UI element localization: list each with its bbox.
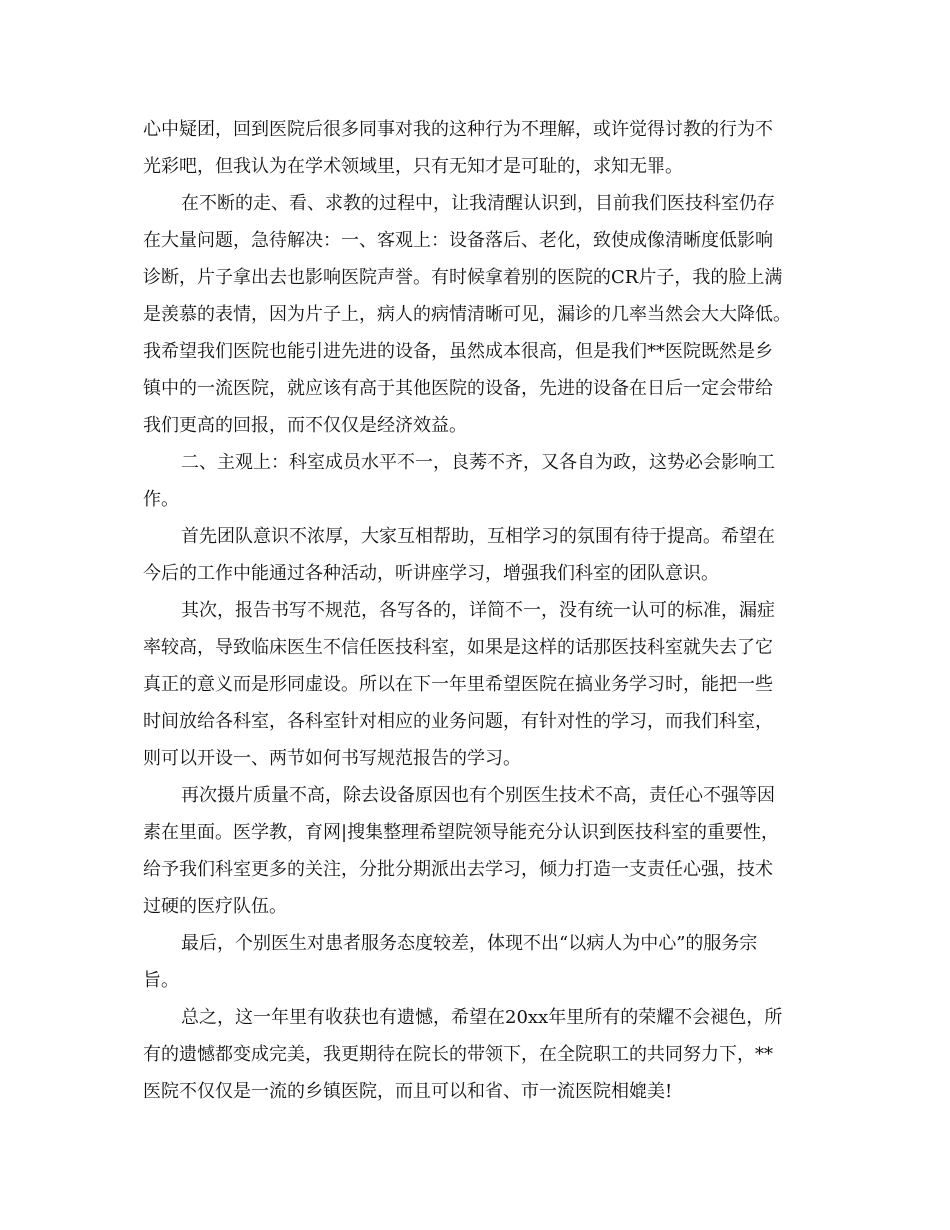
text-line: 我希望我们医院也能引进先进的设备，虽然成本很高，但是我们**医院既然是乡 <box>143 341 773 362</box>
text-line: 作。 <box>143 489 179 510</box>
paragraph-start-line: 其次，报告书写不规范，各写各的，详简不一，没有统一认可的标准，漏症 <box>181 600 775 621</box>
text-line: 诊断，片子拿出去也影响医院声誉。有时候拿着别的医院的CR片子，我的脸上满 <box>143 267 783 288</box>
text-line: 镇中的一流医院，就应该有高于其他医院的设备，先进的设备在日后一定会带给 <box>143 378 773 399</box>
text-line: 素在里面。医学教，育网|搜集整理希望院领导能充分认识到医技科室的重要性， <box>143 822 780 843</box>
text-line: 心中疑团，回到医院后很多同事对我的这种行为不理解，或许觉得讨教的行为不 <box>143 119 773 140</box>
text-line: 真正的意义而是形同虚设。所以在下一年里希望医院在搞业务学习时，能把一些 <box>143 674 773 695</box>
paragraph-start-line: 首先团队意识不浓厚，大家互相帮助，互相学习的氛围有待于提高。希望在 <box>181 526 775 547</box>
text-line: 旨。 <box>143 970 179 991</box>
paragraph-start-line: 二、主观上：科室成员水平不一，良莠不齐，又各自为政，这势必会影响工 <box>181 452 775 473</box>
text-line: 今后的工作中能通过各种活动，听讲座学习，增强我们科室的团队意识。 <box>143 563 719 584</box>
paragraph-start-line: 最后，个别医生对患者服务态度较差，体现不出“以病人为中心”的服务宗 <box>181 933 758 954</box>
text-line: 率较高，导致临床医生不信任医技科室，如果是这样的话那医技科室就失去了它 <box>143 637 773 658</box>
paragraph-start-line: 总之，这一年里有收获也有遗憾，希望在20xx年里所有的荣耀不会褪色，所 <box>181 1007 783 1028</box>
text-line: 过硬的医疗队伍。 <box>143 896 287 917</box>
text-line: 则可以开设一、两节如何书写规范报告的学习。 <box>143 748 521 769</box>
text-line: 医院不仅仅是一流的乡镇医院，而且可以和省、市一流医院相媲美! <box>143 1081 673 1102</box>
text-line: 在大量问题，急待解决：一、客观上：设备落后、老化，致使成像清晰度低影响 <box>143 230 773 251</box>
text-line: 给予我们科室更多的关注，分批分期派出去学习，倾力打造一支责任心强，技术 <box>143 859 773 880</box>
text-line: 光彩吧，但我认为在学术领域里，只有无知才是可耻的，求知无罪。 <box>143 156 683 177</box>
text-line: 有的遗憾都变成完美，我更期待在院长的带领下，在全院职工的共同努力下，** <box>143 1044 773 1065</box>
text-line: 我们更高的回报，而不仅仅是经济效益。 <box>143 415 467 436</box>
text-line: 是羡慕的表情，因为片子上，病人的病情清晰可见，漏诊的几率当然会大大降低。 <box>143 304 791 325</box>
document-page <box>143 111 813 1110</box>
paragraph-start-line: 在不断的走、看、求教的过程中，让我清醒认识到，目前我们医技科室仍存 <box>181 193 775 214</box>
paragraph-start-line: 再次摄片质量不高，除去设备原因也有个别医生技术不高，责任心不强等因 <box>181 785 775 806</box>
text-line: 时间放给各科室，各科室针对相应的业务问题，有针对性的学习，而我们科室， <box>143 711 773 732</box>
